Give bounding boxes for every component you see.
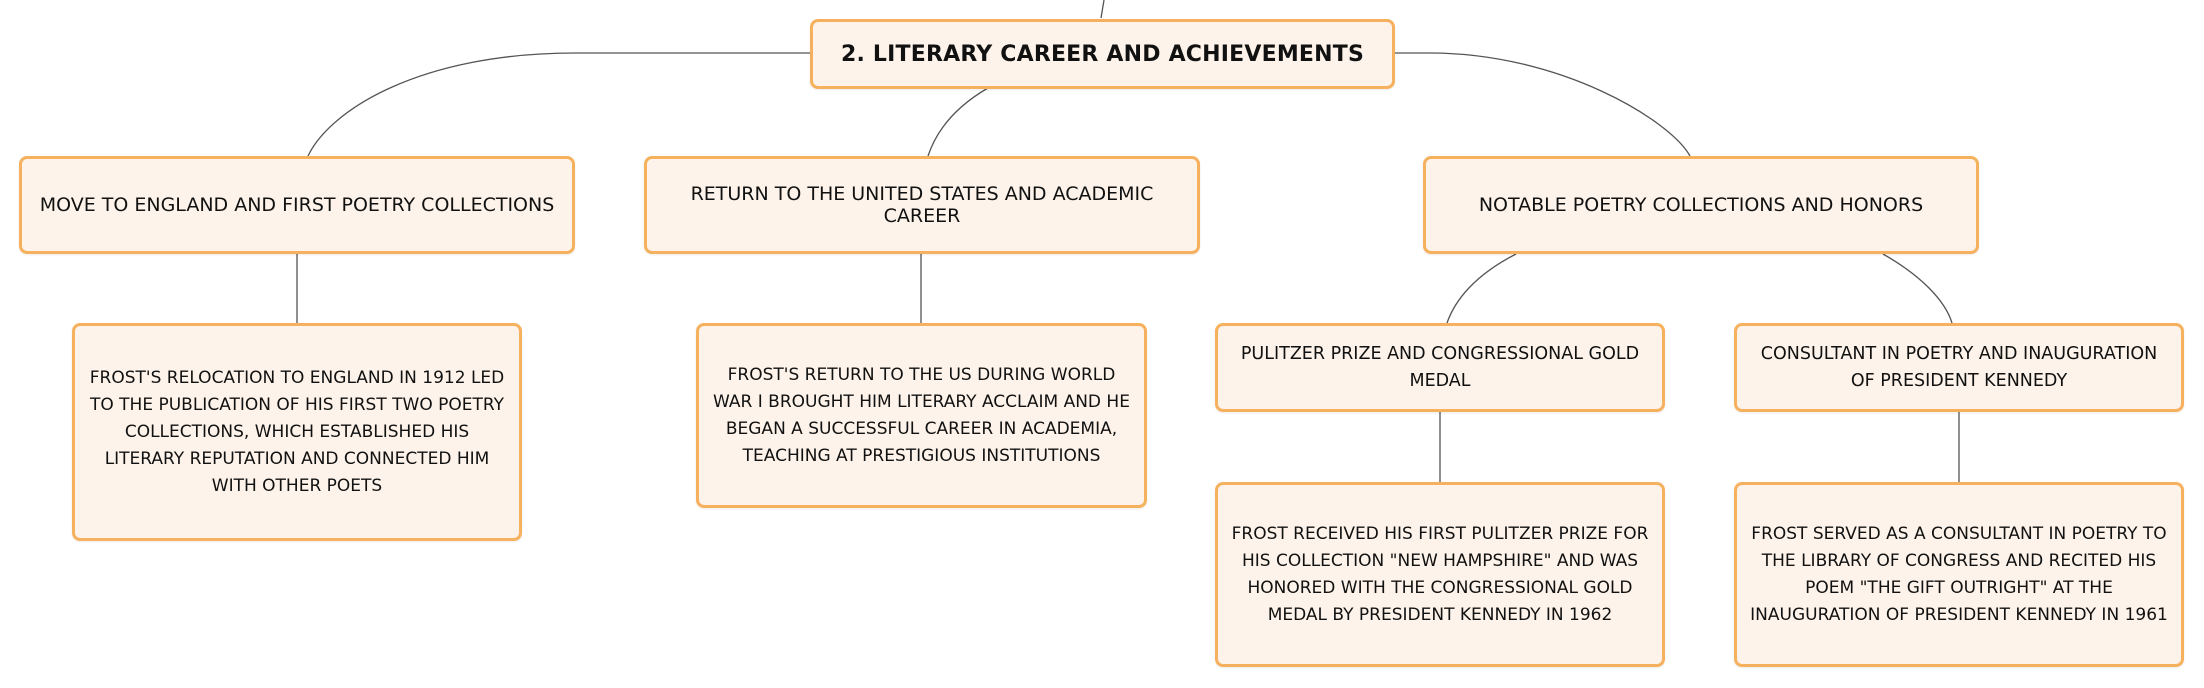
branch-label: NOTABLE POETRY COLLECTIONS AND HONORS: [1478, 194, 1924, 216]
detail-text: FROST'S RETURN TO THE US DURING WORLD WAR I BROUGHT HIM LITERARY ACCLAIM AND HE BEGAN A SUCCESSFUL CAREER IN ACADEMIA, TEACHING AT PRESTIGIOUS INSTITUTIONS: [713, 364, 1130, 466]
branch-node-notable-collections[interactable]: [1423, 156, 1979, 254]
detail-text: FROST SERVED AS A CONSULTANT IN POETRY TO THE LIBRARY OF CONGRESS AND RECITED HIS POEM "THE GIFT OUTRIGHT" AT THE INAUGURATION OF PRESIDENT KENNEDY IN 1961: [1750, 523, 2168, 625]
sub-branch-node-pulitzer[interactable]: [1215, 323, 1665, 412]
main-topic-node[interactable]: [810, 19, 1395, 89]
connector-branch-3-to-sub-2: [1883, 254, 1952, 323]
main-topic-label: 2. LITERARY CAREER AND ACHIEVEMENTS: [840, 41, 1365, 67]
connector-main-to-branch-3: [1395, 53, 1690, 156]
connector-branch-3-to-sub-1: [1447, 254, 1516, 323]
detail-node-return-to-us[interactable]: [696, 323, 1147, 508]
sub-branch-node-consultant[interactable]: [1734, 323, 2184, 412]
sub-branch-label: PULITZER PRIZE AND CONGRESSIONAL GOLD MEDAL: [1240, 343, 1640, 391]
connector-main-to-branch-1: [308, 53, 810, 156]
sub-branch-label: CONSULTANT IN POETRY AND INAUGURATION OF PRESIDENT KENNEDY: [1760, 343, 2158, 391]
detail-text: FROST RECEIVED HIS FIRST PULITZER PRIZE FOR HIS COLLECTION "NEW HAMPSHIRE" AND WAS HONORED WITH THE CONGRESSIONAL GOLD MEDAL BY PRESIDENT KENNEDY IN 1962: [1231, 523, 1649, 625]
detail-node-pulitzer[interactable]: [1215, 482, 1665, 667]
detail-text: FROST'S RELOCATION TO ENGLAND IN 1912 LED TO THE PUBLICATION OF HIS FIRST TWO POETRY COLLECTIONS, WHICH ESTABLISHED HIS LITERARY REPUTATION AND CONNECTED HIM WITH OTHER POETS: [89, 367, 505, 496]
connector-main-to-branch-2: [928, 88, 988, 156]
connector-parent-to-main: [1101, 0, 1104, 18]
branch-node-move-to-england[interactable]: [19, 156, 575, 254]
branch-label: RETURN TO THE UNITED STATES AND ACADEMIC CAREER: [690, 183, 1154, 227]
detail-node-consultant[interactable]: [1734, 482, 2184, 667]
branch-node-return-to-us[interactable]: [644, 156, 1200, 254]
detail-node-move-to-england[interactable]: [72, 323, 522, 541]
branch-label: MOVE TO ENGLAND AND FIRST POETRY COLLECTIONS: [39, 194, 555, 216]
